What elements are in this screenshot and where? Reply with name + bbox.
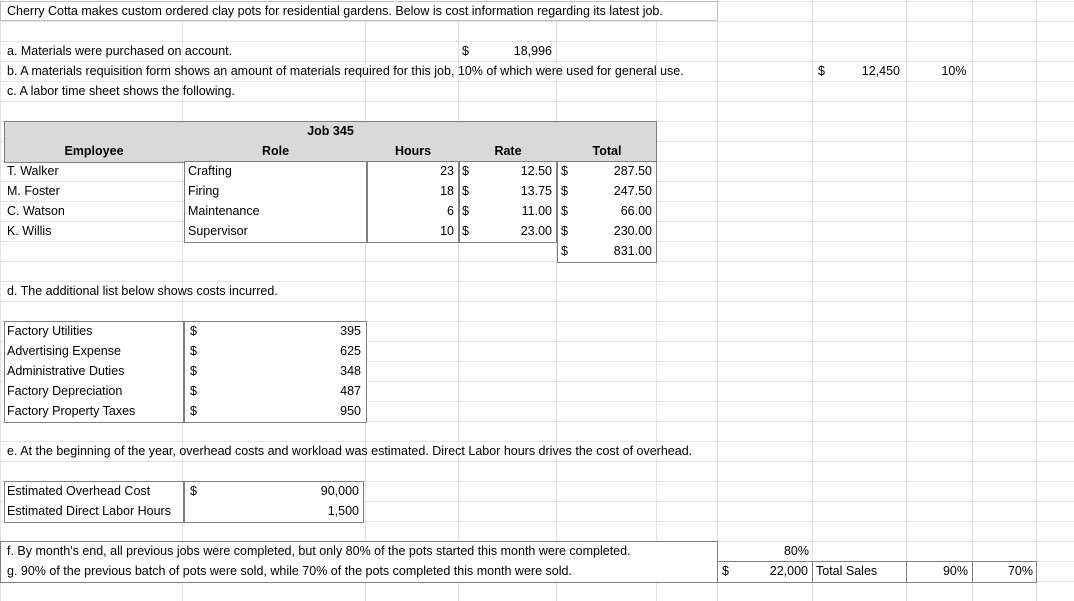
cost-label[interactable]: Factory Utilities bbox=[7, 324, 93, 338]
intro-text: Cherry Cotta makes custom ordered clay pots for residential gardens. Below is cost information regarding its latest job. bbox=[7, 4, 663, 18]
item-f-pct[interactable]: 80% bbox=[783, 544, 809, 558]
column-divider bbox=[812, 0, 813, 601]
item-b-pct[interactable]: 10% bbox=[941, 64, 967, 78]
item-g-text: g. 90% of the previous batch of pots were sold, while 70% of the pots completed this month were sold. bbox=[7, 564, 572, 578]
employee-rate[interactable]: 11.00 bbox=[521, 204, 552, 218]
employee-rate[interactable]: 23.00 bbox=[520, 224, 552, 238]
cost-label[interactable]: Administrative Duties bbox=[7, 364, 125, 378]
total-sales-value[interactable]: 22,000 bbox=[769, 564, 808, 578]
cost-amount[interactable]: 625 bbox=[340, 344, 361, 358]
header-role: Role bbox=[261, 144, 290, 158]
item-b-text: b. A materials requisition form shows an amount of materials required for this job, 10% of which were used for general use. bbox=[7, 64, 684, 78]
cost-label[interactable]: Factory Depreciation bbox=[7, 384, 123, 398]
cost-currency: $ bbox=[190, 404, 197, 418]
column-divider bbox=[1036, 0, 1037, 601]
item-a-text: a. Materials were purchased on account. bbox=[7, 44, 233, 58]
employee-rate[interactable]: 12.50 bbox=[520, 164, 552, 178]
employee-hours[interactable]: 6 bbox=[447, 204, 454, 218]
item-e-text: e. At the beginning of the year, overhead costs and workload was estimated. Direct Labor hours drives the cost of overhead. bbox=[7, 444, 693, 458]
column-divider bbox=[906, 0, 907, 601]
cost-currency: $ bbox=[190, 344, 197, 358]
column-divider bbox=[458, 0, 459, 601]
cost-amount[interactable]: 487 bbox=[340, 384, 361, 398]
employee-total[interactable]: 247.50 bbox=[613, 184, 652, 198]
estimated-overhead-currency: $ bbox=[190, 484, 197, 498]
header-rate: Rate bbox=[494, 144, 522, 158]
rate-currency: $ bbox=[462, 164, 469, 178]
total-currency: $ bbox=[561, 224, 568, 238]
employee-total[interactable]: 287.50 bbox=[613, 164, 652, 178]
estimated-hours-label[interactable]: Estimated Direct Labor Hours bbox=[7, 504, 171, 518]
cost-label[interactable]: Advertising Expense bbox=[7, 344, 121, 358]
employee-rate[interactable]: 13.75 bbox=[520, 184, 552, 198]
cost-currency: $ bbox=[190, 324, 197, 338]
employee-name[interactable]: T. Walker bbox=[7, 164, 59, 178]
cost-amount[interactable]: 950 bbox=[340, 404, 361, 418]
rate-currency: $ bbox=[462, 224, 469, 238]
job-table-title: Job 345 bbox=[307, 124, 354, 138]
total-currency: $ bbox=[561, 164, 568, 178]
cost-amount[interactable]: 348 bbox=[340, 364, 361, 378]
grand-total[interactable]: 831.00 bbox=[613, 244, 652, 258]
column-divider bbox=[656, 0, 657, 601]
grand-total-currency: $ bbox=[561, 244, 568, 258]
cost-amount[interactable]: 395 bbox=[340, 324, 361, 338]
employee-hours[interactable]: 18 bbox=[440, 184, 454, 198]
employee-role[interactable]: Firing bbox=[188, 184, 220, 198]
column-divider bbox=[972, 0, 973, 601]
rate-currency: $ bbox=[462, 184, 469, 198]
column-divider bbox=[717, 0, 718, 601]
employee-role[interactable]: Maintenance bbox=[188, 204, 260, 218]
employee-name[interactable]: M. Foster bbox=[7, 184, 60, 198]
item-f-text: f. By month's end, all previous jobs were completed, but only 80% of the pots started this month were completed. bbox=[7, 544, 631, 558]
header-employee: Employee bbox=[64, 144, 124, 158]
estimated-hours-value[interactable]: 1,500 bbox=[327, 504, 359, 518]
column-divider bbox=[556, 0, 557, 601]
employee-role[interactable]: Supervisor bbox=[188, 224, 248, 238]
employee-hours[interactable]: 23 bbox=[440, 164, 454, 178]
cost-label[interactable]: Factory Property Taxes bbox=[7, 404, 136, 418]
estimated-overhead-value[interactable]: 90,000 bbox=[320, 484, 359, 498]
total-currency: $ bbox=[561, 184, 568, 198]
column-divider bbox=[365, 0, 366, 601]
cost-currency: $ bbox=[190, 384, 197, 398]
employee-name[interactable]: C. Watson bbox=[7, 204, 65, 218]
cost-currency: $ bbox=[190, 364, 197, 378]
employee-hours[interactable]: 10 bbox=[440, 224, 454, 238]
estimated-overhead-label[interactable]: Estimated Overhead Cost bbox=[7, 484, 151, 498]
employee-total[interactable]: 230.00 bbox=[613, 224, 652, 238]
employee-role[interactable]: Crafting bbox=[188, 164, 232, 178]
item-b-amount[interactable]: 12,450 bbox=[861, 64, 900, 78]
item-a-amount[interactable]: 18,996 bbox=[513, 44, 552, 58]
total-sales-label[interactable]: Total Sales bbox=[816, 564, 878, 578]
item-g-currency: $ bbox=[722, 564, 729, 578]
sold-current-pct[interactable]: 70% bbox=[1007, 564, 1033, 578]
item-a-currency: $ bbox=[462, 44, 469, 58]
item-d-text: d. The additional list below shows costs incurred. bbox=[7, 284, 278, 298]
header-total: Total bbox=[592, 144, 622, 158]
total-currency: $ bbox=[561, 204, 568, 218]
item-b-currency: $ bbox=[818, 64, 825, 78]
sold-previous-pct[interactable]: 90% bbox=[942, 564, 968, 578]
rate-currency: $ bbox=[462, 204, 469, 218]
employee-name[interactable]: K. Willis bbox=[7, 224, 52, 238]
employee-total[interactable]: 66.00 bbox=[620, 204, 652, 218]
item-c-text: c. A labor time sheet shows the following. bbox=[7, 84, 235, 98]
header-hours: Hours bbox=[394, 144, 432, 158]
